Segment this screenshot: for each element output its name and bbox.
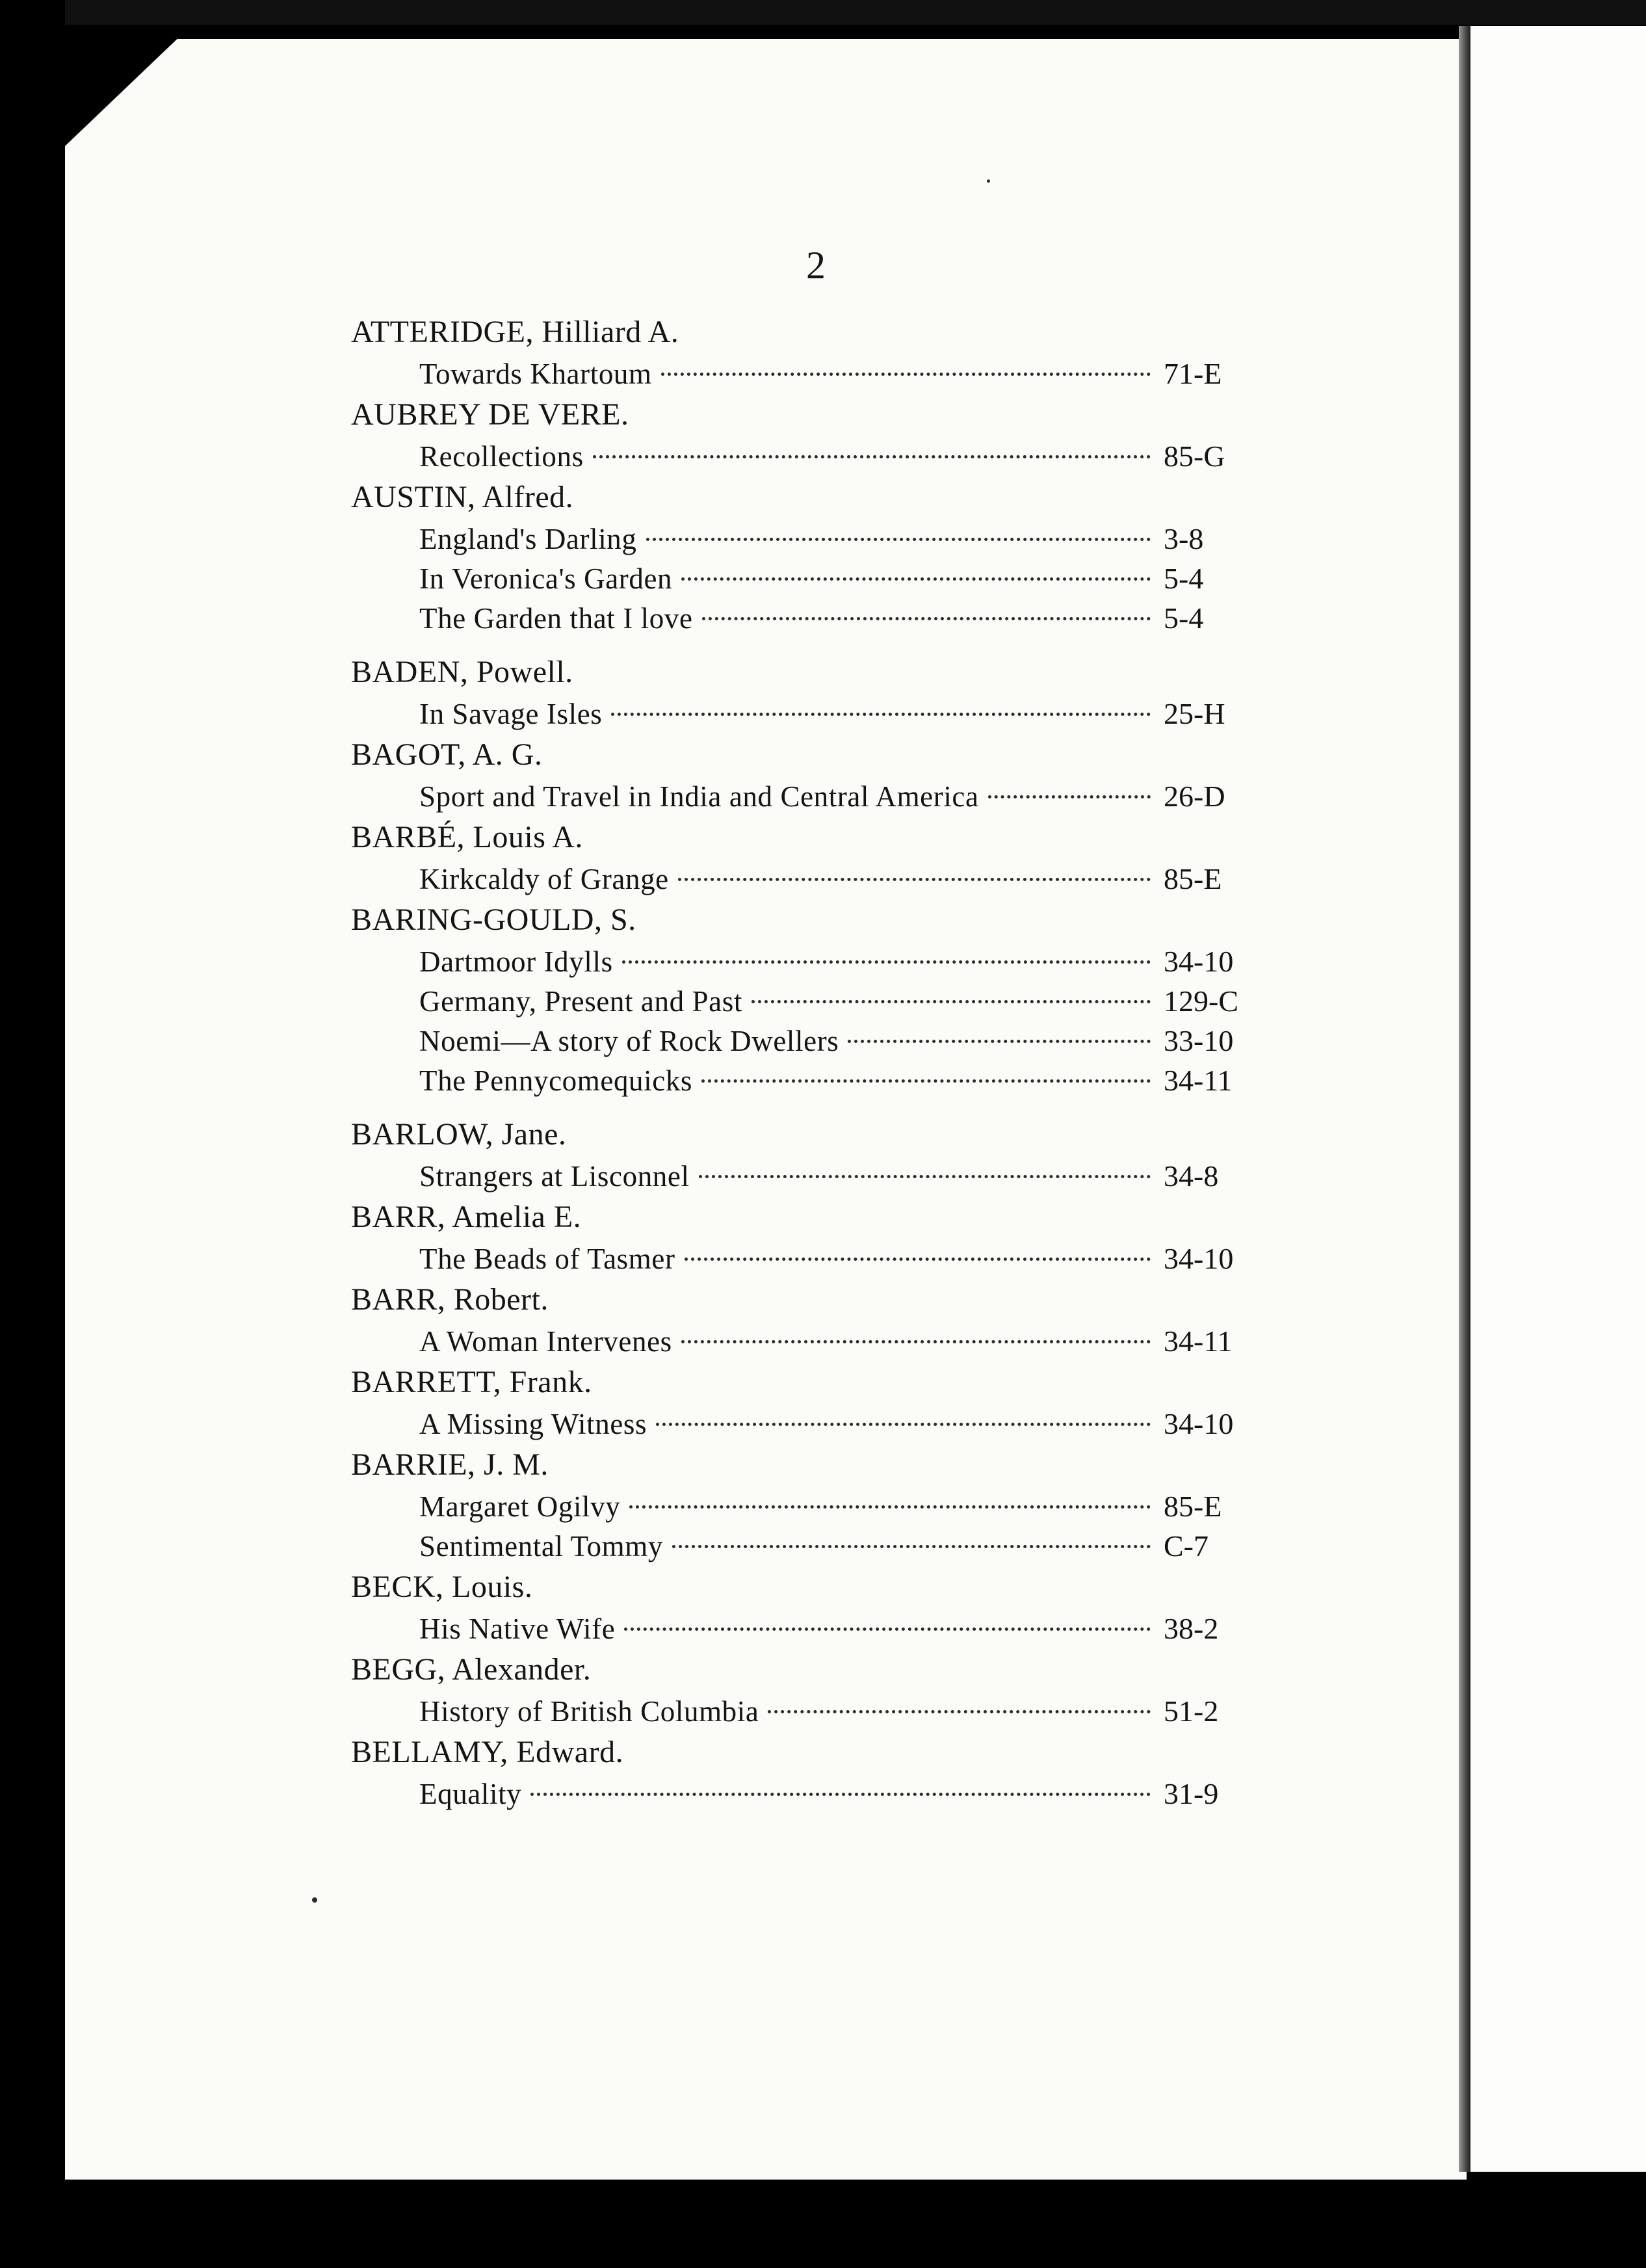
work-line: [351, 1774, 1261, 1813]
work-title: His Native Wife: [419, 1613, 616, 1645]
work-line: [351, 1404, 1261, 1444]
dot-leader: [593, 455, 1151, 458]
index-entry: [351, 1196, 1261, 1278]
work-title: The Beads of Tasmer: [419, 1243, 675, 1275]
work-line: [351, 942, 1261, 981]
dot-leader: [629, 1505, 1151, 1509]
index-entry: [351, 476, 1261, 638]
shelf-reference: 33-10: [1164, 1024, 1234, 1057]
work-title: The Pennycomequicks: [419, 1064, 693, 1097]
work-line: [351, 981, 1261, 1021]
shelf-reference: 5-4: [1164, 562, 1204, 595]
work-title: The Garden that I love: [419, 602, 693, 635]
shelf-reference: 71-E: [1164, 357, 1222, 390]
index-entry: [351, 1648, 1261, 1731]
shelf-reference: 85-E: [1164, 1490, 1222, 1523]
work-title: Kirkcaldy of Grange: [419, 863, 669, 895]
work-title: Equality: [419, 1778, 522, 1810]
work-line: [351, 598, 1261, 638]
shelf-reference: 51-2: [1164, 1694, 1219, 1728]
shelf-reference: 129-C: [1164, 984, 1238, 1018]
index-entry: [351, 1731, 1261, 1813]
dot-leader: [681, 1340, 1151, 1343]
author-name: BAGOT, A. G.: [351, 737, 543, 772]
dot-leader: [622, 960, 1151, 964]
index-entry: [351, 816, 1261, 899]
author-name: BADEN, Powell.: [351, 655, 573, 689]
work-title: Sport and Travel in India and Central America: [419, 780, 979, 813]
work-title: Towards Khartoum: [419, 358, 652, 390]
dot-leader: [702, 617, 1151, 620]
index-entry: [351, 1361, 1261, 1444]
index-entry: [351, 1444, 1261, 1566]
dot-leader: [530, 1793, 1151, 1796]
ink-speck: [987, 179, 990, 183]
work-title: History of British Columbia: [419, 1695, 759, 1728]
adjacent-page-strip: [1470, 26, 1646, 2172]
shelf-reference: 5-4: [1164, 601, 1204, 635]
shelf-reference: 34-8: [1164, 1159, 1219, 1193]
shelf-reference: C-7: [1164, 1529, 1208, 1563]
shelf-reference: 85-E: [1164, 862, 1222, 895]
shelf-reference: 34-10: [1164, 1242, 1234, 1275]
work-line: [351, 694, 1261, 733]
work-line: [351, 776, 1261, 816]
work-line: [351, 1156, 1261, 1196]
work-line: [351, 1061, 1261, 1100]
shelf-reference: 34-10: [1164, 1407, 1234, 1440]
work-line: [351, 1021, 1261, 1061]
author-name: AUBREY DE VERE.: [351, 397, 629, 432]
shelf-reference: 26-D: [1164, 780, 1225, 813]
dot-leader: [678, 878, 1151, 881]
dot-leader: [685, 1258, 1151, 1261]
index-entry: [351, 1113, 1261, 1196]
work-title: Margaret Ogilvy: [419, 1490, 621, 1523]
work-title: A Missing Witness: [419, 1408, 647, 1440]
work-title: Germany, Present and Past: [419, 985, 742, 1018]
work-line: [351, 1609, 1261, 1648]
work-title: Noemi—A story of Rock Dwellers: [419, 1025, 839, 1057]
work-line: [351, 559, 1261, 598]
shelf-reference: 34-10: [1164, 945, 1234, 978]
dot-leader: [699, 1175, 1151, 1178]
shelf-reference: 25-H: [1164, 697, 1225, 730]
work-title: Strangers at Lisconnel: [419, 1160, 690, 1193]
index-entry: [351, 651, 1261, 733]
ink-speck: [312, 1897, 317, 1903]
work-title: Dartmoor Idylls: [419, 945, 613, 978]
work-line: [351, 436, 1261, 476]
shelf-reference: 34-11: [1164, 1064, 1233, 1097]
dot-leader: [646, 538, 1151, 541]
dot-leader: [701, 1079, 1151, 1083]
shelf-reference: 3-8: [1164, 522, 1204, 555]
shelf-reference: 31-9: [1164, 1777, 1219, 1810]
page-binding-edge: [1459, 26, 1470, 2172]
index-entry: [351, 899, 1261, 1100]
dot-leader: [672, 1545, 1151, 1548]
work-line: [351, 1239, 1261, 1278]
work-title: In Savage Isles: [419, 698, 603, 730]
index-entry: [351, 733, 1261, 816]
dot-leader: [768, 1710, 1151, 1713]
author-name: BEGG, Alexander.: [351, 1652, 592, 1687]
author-name: BARLOW, Jane.: [351, 1117, 567, 1152]
work-title: England's Darling: [419, 523, 637, 555]
author-name: BARRIE, J. M.: [351, 1447, 549, 1482]
index-entry: [351, 311, 1261, 393]
dot-leader: [988, 795, 1151, 798]
author-name: AUSTIN, Alfred.: [351, 480, 574, 514]
dot-leader: [751, 1000, 1151, 1003]
dot-leader: [681, 577, 1151, 581]
work-line: [351, 519, 1261, 559]
scan-top-edge: [65, 0, 1646, 25]
author-name: BELLAMY, Edward.: [351, 1735, 624, 1769]
work-line: [351, 1526, 1261, 1566]
index-entry: [351, 1278, 1261, 1361]
dot-leader: [656, 1423, 1151, 1426]
author-index: [351, 311, 1261, 1813]
work-line: [351, 1321, 1261, 1361]
dot-leader: [611, 713, 1151, 716]
work-line: [351, 859, 1261, 899]
work-title: A Woman Intervenes: [419, 1325, 672, 1358]
work-title: Recollections: [419, 440, 584, 473]
shelf-reference: 34-11: [1164, 1325, 1233, 1358]
author-name: BARRETT, Frank.: [351, 1365, 592, 1399]
dot-leader: [848, 1040, 1151, 1043]
work-title: In Veronica's Garden: [419, 562, 673, 595]
author-name: BARBÉ, Louis A.: [351, 820, 583, 854]
shelf-reference: 38-2: [1164, 1612, 1219, 1645]
author-name: BARING-GOULD, S.: [351, 903, 636, 937]
author-name: BECK, Louis.: [351, 1570, 533, 1604]
author-name: BARR, Amelia E.: [351, 1200, 582, 1234]
work-title: Sentimental Tommy: [419, 1530, 663, 1563]
work-line: [351, 1691, 1261, 1731]
work-line: [351, 354, 1261, 393]
index-entry: [351, 1566, 1261, 1648]
index-entry: [351, 393, 1261, 476]
shelf-reference: 85-G: [1164, 440, 1225, 473]
dot-leader: [624, 1628, 1151, 1631]
work-line: [351, 1486, 1261, 1526]
dot-leader: [661, 373, 1151, 376]
author-name: ATTERIDGE, Hilliard A.: [351, 315, 679, 349]
page-number: 2: [806, 244, 826, 287]
author-name: BARR, Robert.: [351, 1282, 549, 1317]
